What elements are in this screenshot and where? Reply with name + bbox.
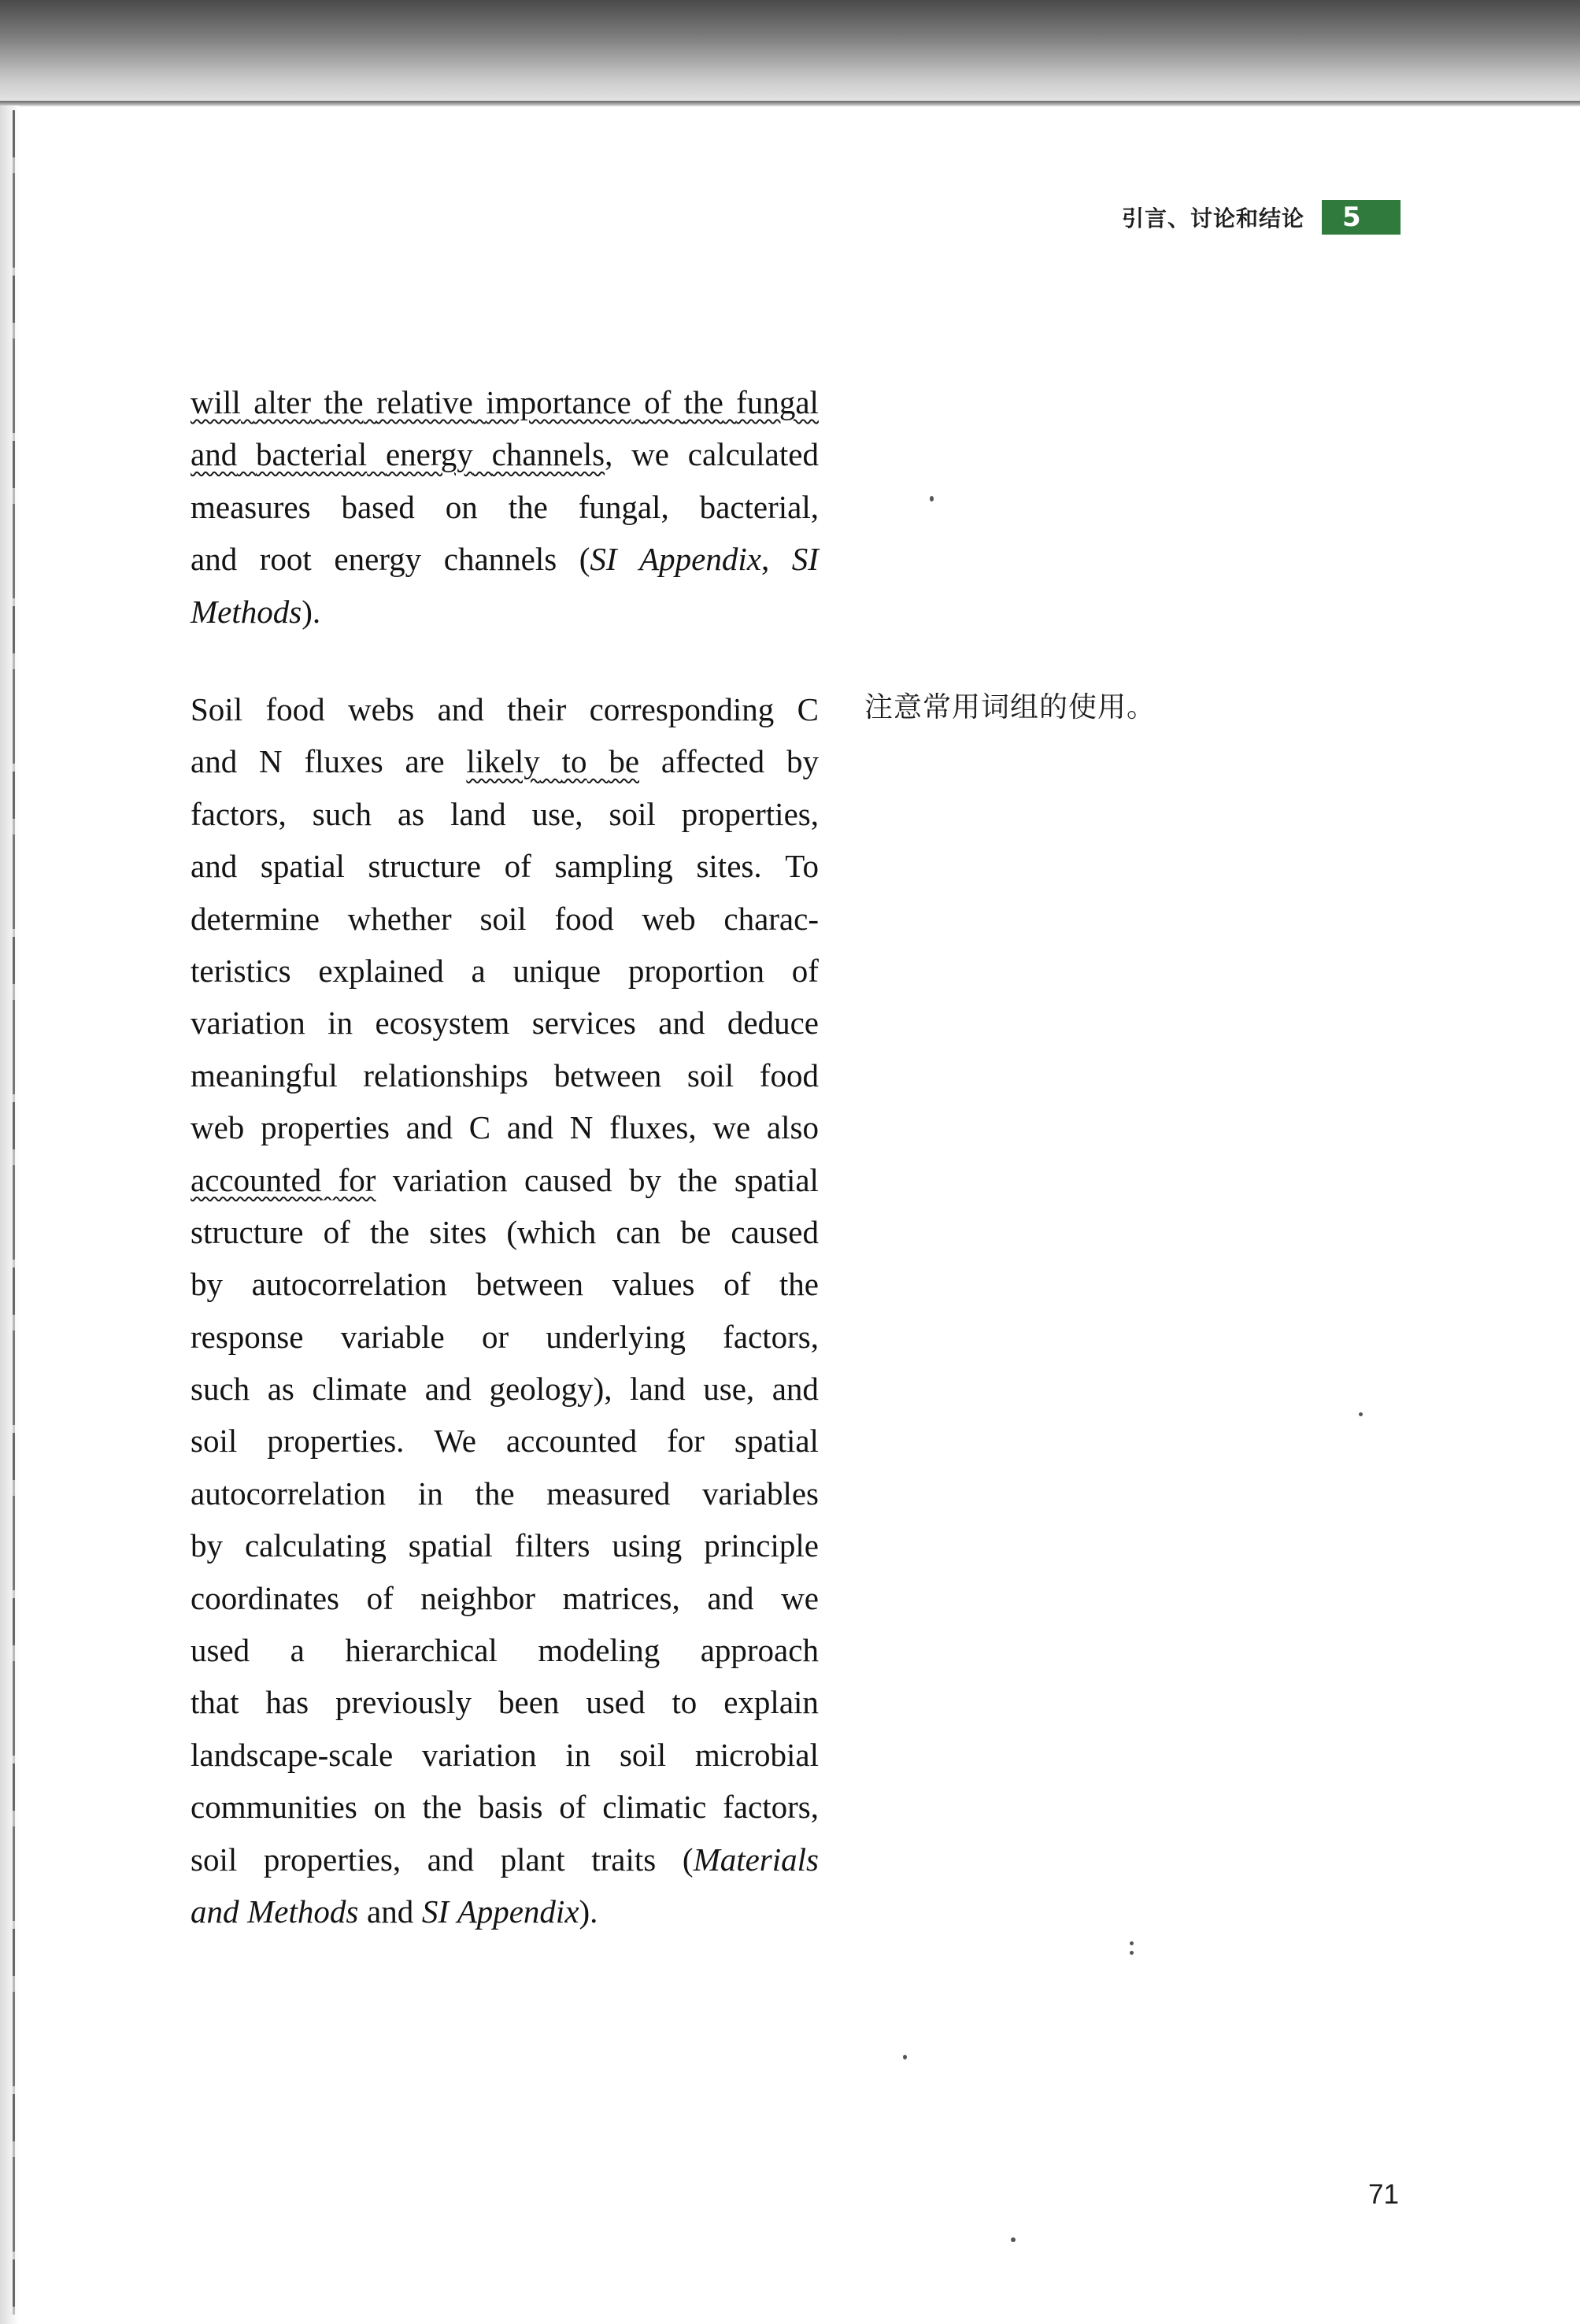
word: on	[373, 1789, 406, 1826]
word: structure	[368, 848, 481, 885]
scan-speck	[1130, 1951, 1134, 1955]
word: between	[553, 1057, 662, 1094]
word: (Materials	[682, 1841, 819, 1878]
word: can	[616, 1213, 661, 1250]
word: proportion	[627, 952, 764, 989]
word: meaningful	[191, 1057, 338, 1094]
word: web	[642, 900, 696, 937]
word: by	[191, 1266, 223, 1303]
text-line	[191, 788, 819, 840]
section-title: 引言、讨论和结论	[1121, 205, 1304, 231]
word: soil	[479, 900, 527, 937]
word: their	[507, 691, 567, 727]
word: previously	[335, 1684, 472, 1721]
scan-speck	[930, 496, 934, 501]
word: N	[259, 743, 283, 780]
word: using	[612, 1527, 683, 1564]
word: as	[397, 795, 425, 832]
text-line	[191, 586, 819, 638]
underline-gap	[723, 376, 736, 428]
text-line	[191, 428, 819, 480]
word: response	[191, 1318, 304, 1355]
running-header	[1122, 198, 1401, 236]
word: and	[506, 1109, 554, 1146]
word: relative	[376, 384, 473, 420]
word: determine	[191, 900, 320, 937]
underline-gap	[587, 735, 609, 787]
word: will	[191, 384, 241, 420]
text-line	[191, 735, 819, 787]
text-line	[191, 945, 819, 997]
word: fungal,	[578, 488, 669, 525]
word: by	[786, 743, 819, 780]
text-line	[191, 376, 819, 428]
text-line	[191, 1049, 819, 1101]
word: Methods	[247, 1893, 359, 1930]
word: of	[644, 384, 672, 420]
word: variable	[340, 1318, 445, 1355]
underline-gap	[241, 376, 253, 428]
word: soil	[686, 1057, 734, 1094]
word: variation	[191, 1005, 305, 1042]
word: factors,	[191, 795, 287, 832]
word: the	[508, 488, 548, 525]
word: food	[554, 900, 614, 937]
text-line	[191, 1311, 819, 1363]
word: values	[612, 1266, 695, 1303]
text-line	[191, 1154, 819, 1206]
word: explained	[318, 952, 444, 989]
word: modeling	[538, 1632, 660, 1669]
word: services	[531, 1005, 636, 1042]
word: We	[434, 1423, 477, 1460]
word: in	[417, 1475, 443, 1512]
word: plant	[500, 1841, 565, 1878]
word: channels	[443, 541, 557, 578]
word: are	[405, 743, 445, 780]
word: between	[475, 1266, 584, 1303]
word: we	[781, 1579, 819, 1616]
word: as	[267, 1371, 294, 1408]
word: Soil	[191, 691, 243, 727]
word: whether	[347, 900, 452, 937]
word: root	[259, 541, 312, 578]
word: energy	[334, 541, 422, 578]
word: caused	[731, 1213, 819, 1250]
word: landscape-scale	[191, 1736, 394, 1773]
word: that	[191, 1684, 239, 1721]
word: calculated	[687, 436, 819, 473]
word: based	[341, 488, 415, 525]
word: and	[707, 1579, 754, 1616]
body-paragraph-2	[191, 683, 819, 1937]
word: properties,	[681, 795, 819, 832]
text-line	[191, 1729, 819, 1781]
word: used	[191, 1632, 250, 1669]
word: for	[338, 1161, 376, 1198]
word: the	[678, 1161, 718, 1198]
word: land	[450, 795, 506, 832]
word: has	[265, 1684, 309, 1721]
word: and	[367, 1893, 414, 1930]
margin-note: 注意常用词组的使用。	[864, 691, 1156, 723]
text-line	[191, 1206, 819, 1258]
text-line	[191, 840, 819, 892]
word: teristics	[191, 952, 291, 989]
word: spatial	[408, 1527, 493, 1564]
word: variables	[702, 1475, 819, 1512]
word: communities	[191, 1789, 357, 1826]
word: and	[437, 691, 484, 727]
word: measures	[191, 488, 311, 525]
word: for	[667, 1423, 705, 1460]
word: to	[561, 743, 587, 780]
word: deduce	[727, 1005, 819, 1042]
word: spatial	[734, 1423, 819, 1460]
text-line	[191, 533, 819, 585]
word: unique	[512, 952, 601, 989]
word: and	[191, 436, 238, 473]
word: SI	[791, 541, 819, 578]
word: climatic	[602, 1789, 707, 1826]
word: energy	[385, 436, 473, 473]
underline-gap	[237, 428, 256, 480]
word: N	[569, 1109, 594, 1146]
word: and	[191, 848, 238, 885]
word: on	[445, 488, 478, 525]
text-line	[191, 683, 819, 735]
word: geology),	[489, 1371, 612, 1408]
text-line	[191, 1885, 819, 1937]
word: SI	[421, 1893, 450, 1930]
word: the	[369, 1213, 410, 1250]
word: used	[586, 1684, 646, 1721]
page-number: 71	[1368, 2179, 1399, 2210]
word: basis	[478, 1789, 543, 1826]
word: principle	[704, 1527, 819, 1564]
underline-gap	[671, 376, 683, 428]
word: C	[468, 1109, 491, 1146]
word: channels,	[491, 436, 613, 473]
word: ecosystem	[375, 1005, 510, 1042]
word: also	[766, 1109, 819, 1146]
word: and	[191, 1893, 239, 1930]
word: be	[609, 743, 640, 780]
word: sites.	[696, 848, 762, 885]
text-line	[191, 1363, 819, 1415]
word: neighbor	[420, 1579, 536, 1616]
word: and	[771, 1371, 819, 1408]
text-line	[191, 1101, 819, 1153]
word: sites	[429, 1213, 487, 1250]
word: a	[290, 1632, 305, 1669]
word: soil	[619, 1736, 667, 1773]
body-paragraph-1	[191, 376, 819, 638]
word: of	[559, 1789, 586, 1826]
underline-gap	[364, 376, 376, 428]
word: bacterial	[256, 436, 368, 473]
word: in	[327, 1005, 353, 1042]
word: matrices,	[562, 1579, 680, 1616]
word: the	[422, 1789, 462, 1826]
word: such	[312, 795, 372, 832]
word: approach	[700, 1632, 819, 1669]
word: webs	[347, 691, 415, 727]
word: alter	[253, 384, 312, 420]
text-line	[191, 1415, 819, 1467]
word: autocorrelation	[191, 1475, 387, 1512]
word: climate	[312, 1371, 408, 1408]
word: caused	[524, 1161, 612, 1198]
word: microbial	[694, 1736, 819, 1773]
word: and	[427, 1841, 474, 1878]
word: sampling	[554, 848, 673, 885]
word: underlying	[546, 1318, 686, 1355]
word: and	[424, 1371, 472, 1408]
word: use,	[703, 1371, 755, 1408]
word: to	[672, 1684, 697, 1721]
underline-gap	[473, 376, 486, 428]
word: (SI	[579, 541, 617, 578]
word: the	[683, 384, 723, 420]
text-line	[191, 997, 819, 1049]
word: web	[191, 1109, 245, 1146]
scan-speck	[1359, 1412, 1363, 1416]
scan-shadow-top	[0, 0, 1580, 105]
word: the	[779, 1266, 819, 1303]
word: traits	[591, 1841, 657, 1878]
text-line	[191, 1781, 819, 1833]
underline-gap	[367, 428, 386, 480]
word: explain	[723, 1684, 819, 1721]
text-line	[191, 1519, 819, 1571]
word: in	[565, 1736, 591, 1773]
word: coordinates	[191, 1579, 339, 1616]
word: or	[481, 1318, 509, 1355]
word: and	[191, 743, 238, 780]
word: spatial	[734, 1161, 819, 1198]
word: corresponding	[589, 691, 775, 727]
word: and	[658, 1005, 705, 1042]
binding-gutter	[13, 110, 15, 2315]
word: properties	[261, 1109, 390, 1146]
word: the	[475, 1475, 515, 1512]
word: properties,	[263, 1841, 401, 1878]
word: spatial	[260, 848, 345, 885]
word: likely	[466, 743, 540, 780]
word: food	[759, 1057, 819, 1094]
word: soil	[609, 795, 656, 832]
word: and	[191, 541, 238, 578]
word: variation	[421, 1736, 537, 1773]
word: of	[366, 1579, 394, 1616]
underline-gap	[540, 735, 562, 787]
word: charac-	[723, 900, 819, 937]
word: accounted	[191, 1161, 322, 1198]
text-line	[191, 1834, 819, 1885]
word: affected	[660, 743, 765, 780]
scan-speck	[1011, 2237, 1016, 2242]
word: Methods).	[191, 593, 321, 630]
text-line	[191, 481, 819, 533]
word: filters	[514, 1527, 590, 1564]
scan-binding-edge	[0, 105, 19, 2324]
word: the	[324, 384, 364, 420]
word: To	[785, 848, 819, 885]
word: bacterial,	[699, 488, 819, 525]
word: of	[791, 952, 819, 989]
word: use,	[531, 795, 583, 832]
word: autocorrelation	[251, 1266, 447, 1303]
word: C	[797, 691, 819, 727]
underline-gap	[321, 1154, 338, 1206]
scan-speck	[903, 2055, 907, 2059]
word: fungal	[736, 384, 819, 420]
word: structure	[191, 1213, 304, 1250]
text-line	[191, 1624, 819, 1676]
word: of	[504, 848, 531, 885]
page-edge-shadow	[0, 101, 1580, 107]
word: fluxes,	[609, 1109, 697, 1146]
underline-gap	[631, 376, 644, 428]
word: food	[265, 691, 325, 727]
text-line	[191, 1676, 819, 1728]
text-line	[191, 1258, 819, 1310]
word: (which	[506, 1213, 597, 1250]
word: Appendix,	[639, 541, 770, 578]
word: been	[498, 1684, 560, 1721]
word: land	[630, 1371, 686, 1408]
word: accounted	[505, 1423, 638, 1460]
word: soil	[191, 1423, 238, 1460]
word: a	[471, 952, 486, 989]
word: relationships	[363, 1057, 528, 1094]
underline-gap	[311, 376, 324, 428]
word: importance	[486, 384, 631, 420]
chapter-badge: 5	[1322, 200, 1401, 235]
word: by	[191, 1527, 223, 1564]
word: of	[323, 1213, 350, 1250]
word: variation	[392, 1161, 508, 1198]
word: calculating	[244, 1527, 387, 1564]
word: Appendix).	[457, 1893, 598, 1930]
underline-gap	[473, 428, 492, 480]
text-line	[191, 1467, 819, 1519]
text-line	[191, 1572, 819, 1624]
word: of	[723, 1266, 751, 1303]
word: soil	[191, 1841, 238, 1878]
word: properties.	[267, 1423, 405, 1460]
word: such	[191, 1371, 250, 1408]
word: measured	[546, 1475, 671, 1512]
word: factors,	[723, 1318, 819, 1355]
word: hierarchical	[345, 1632, 498, 1669]
word: be	[680, 1213, 712, 1250]
word: we	[631, 436, 669, 473]
word: factors,	[723, 1789, 819, 1826]
word: we	[712, 1109, 751, 1146]
word: and	[405, 1109, 453, 1146]
text-line	[191, 893, 819, 945]
word: by	[628, 1161, 661, 1198]
scan-speck	[1130, 1941, 1134, 1945]
word: fluxes	[304, 743, 383, 780]
